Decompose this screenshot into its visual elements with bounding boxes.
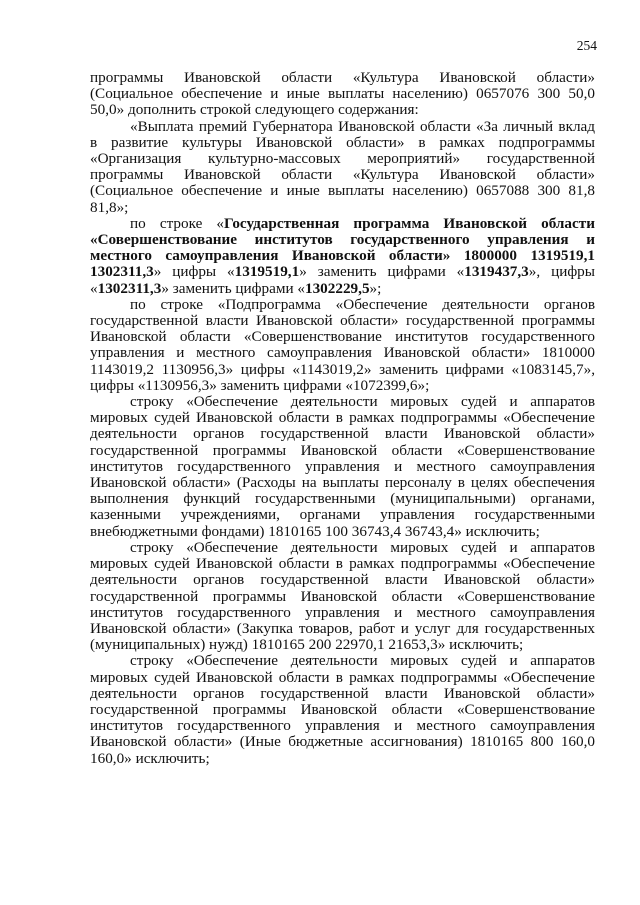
document-body [90,70,595,767]
text-run: », цифры « [90,263,595,297]
text-run: по строке «Подпрограмма «Обеспечение деятельности органов государственной власти Ивановской области» государственной программы Ивановской области «Совершенствование институтов государственного управления и местного самоуправления Ивановской области» 1810000 1143019,2 1130956,3» цифры «1143019,2» заменить цифрами «1083145,7», цифры «1130956,3» заменить цифрами «1072399,6»; [90,295,595,394]
text-run: » заменить цифрами « [161,279,305,297]
bold-text-run: 1319437,3 [464,263,529,281]
paragraph [90,119,595,216]
paragraph [90,297,595,394]
bold-text-run: Государственная программа Ивановской области «Совершенствование институтов государственного управления и местного самоуправления Ивановской области» 1800000 1319519,1 1302311,3 [90,214,595,281]
paragraph [90,653,595,766]
text-run: »; [369,279,382,297]
bold-text-run: 1319519,1 [234,263,300,281]
bold-text-run: 1302311,3 [97,279,162,297]
text-run: » заменить цифрами « [299,263,465,281]
paragraph [90,540,595,653]
bold-text-run: 1302229,5 [304,279,370,297]
text-run: строку «Обеспечение деятельности мировых судей и аппаратов мировых судей Ивановской области в рамках подпрограммы «Обеспечение деятельности органов государственной власти Ивановской области» государственной программы Ивановской области «Совершенствование институтов государственного управления и местного самоуправления Ивановской области» (Расходы на выплаты персоналу в целях обеспечения выполнения функций государственными (муниципальными) органами, казенными учреждениями, органами управления государственными внебюджетными фондами) 1810165 100 36743,4 36743,4» исключить; [90,393,595,540]
paragraph [90,70,595,119]
text-run: по строке « [130,214,225,232]
paragraph [90,394,595,540]
paragraph [90,216,595,297]
text-run: строку «Обеспечение деятельности мировых судей и аппаратов мировых судей Ивановской области в рамках подпрограммы «Обеспечение деятельности органов государственной власти Ивановской области» государственной программы Ивановской области «Совершенствование институтов государственного управления и местного самоуправления Ивановской области» (Иные бюджетные ассигнования) 1810165 800 160,0 160,0» исключить; [90,652,595,767]
text-run: » цифры « [153,263,235,281]
text-run: «Выплата премий Губернатора Ивановской области «За личный вклад в развитие культуры Ивановской области» в рамках подпрограммы «Организация культурно-массовых мероприятий» государственной программы Ивановской области «Культура Ивановской области» (Социальное обеспечение и иные выплаты населению) 0657088 300 81,8 81,8»; [90,117,595,216]
text-run: программы Ивановской области «Культура Ивановской области» (Социальное обеспечение и иные выплаты населению) 0657076 300 50,0 50,0» дополнить строкой следующего содержания: [90,69,595,119]
page-number: 254 [576,38,597,53]
text-run: строку «Обеспечение деятельности мировых судей и аппаратов мировых судей Ивановской области в рамках подпрограммы «Обеспечение деятельности органов государственной власти Ивановской области» государственной программы Ивановской области «Совершенствование институтов государственного управления и местного самоуправления Ивановской области» (Закупка товаров, работ и услуг для государственных (муниципальных) нужд) 1810165 200 22970,1 21653,3» исключить; [90,538,595,654]
